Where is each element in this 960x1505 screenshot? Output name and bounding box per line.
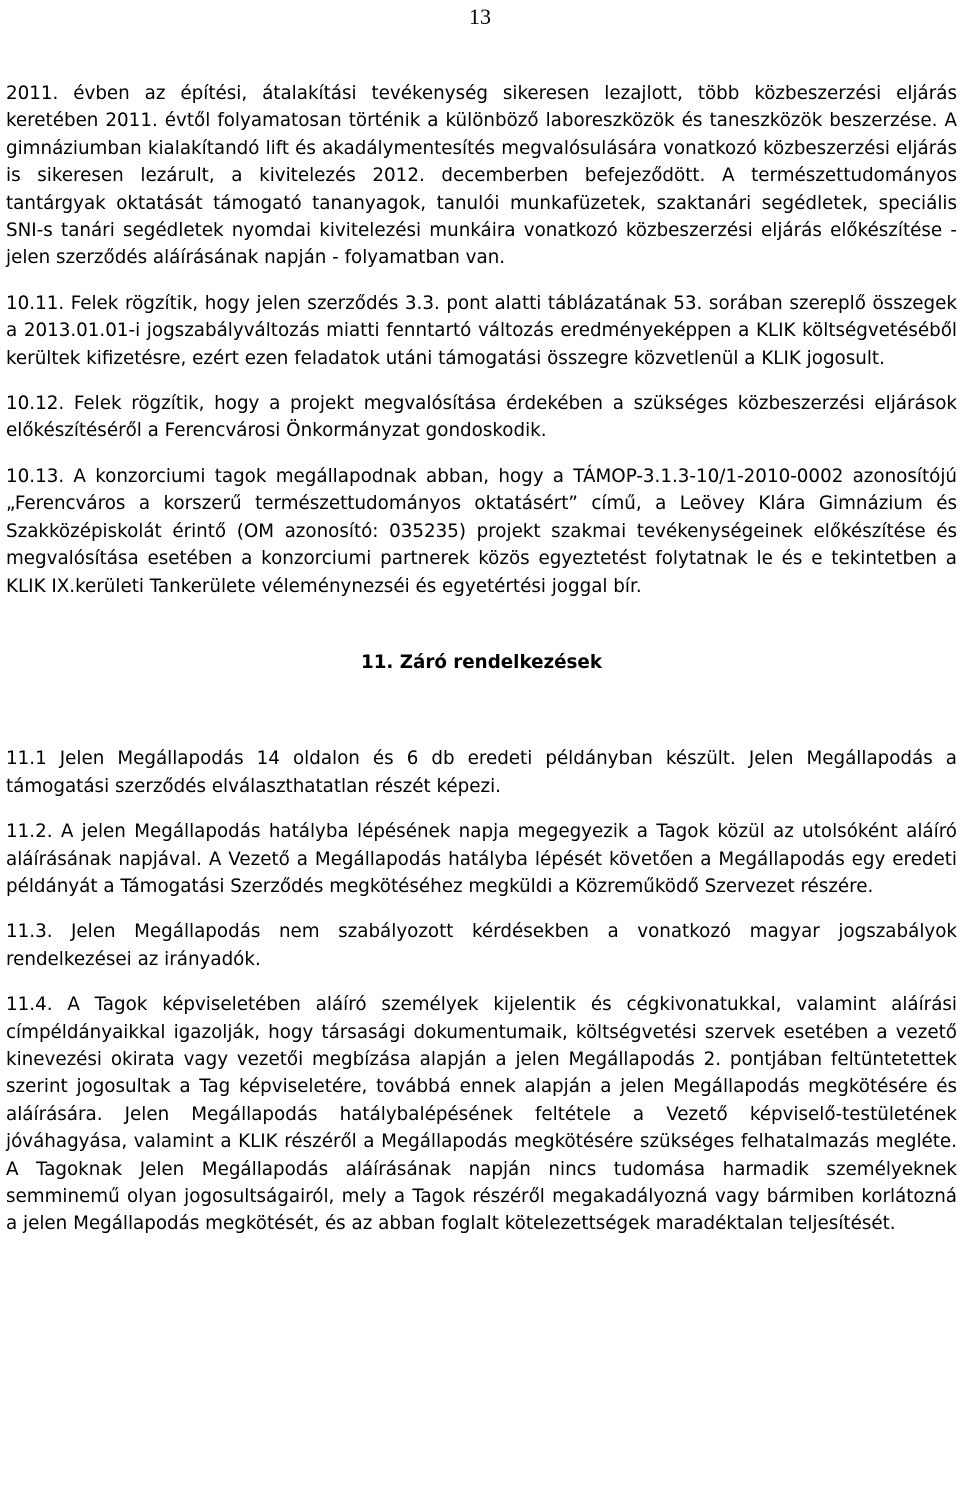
paragraph-11-2: 11.2. A jelen Megállapodás hatályba lépésének napja megegyezik a Tagok közül az utolsóként aláíró aláírásának napjával. A Vezető a Megállapodás hatályba lépését követően a Megállapodás egy eredeti példányát a Támogatási Szerződés megkötéséhez megküldi a Közreműködő Szervezet részére. (6, 821, 957, 897)
document-body (6, 80, 957, 1238)
page-number: 13 (469, 4, 491, 29)
paragraph-2011-status: 2011. évben az építési, átalakítási tevékenység sikeresen lezajlott, több közbeszerzési eljárás keretében 2011. évtől folyamatosan történik a különböző laboreszközök és taneszközök beszerzése. A gimnáziumban kialakítandó lift és akadálymentesítés megvalósulására vonatkozó közbeszerzési eljárás is sikeresen lezárult, a kivitelezés 2012. decemberben befejeződött. A természettudományos tantárgyak oktatását támogató tananyagok, tanulói munkafüzetek, szaktanári segédletek, speciális SNI-s tanári segédletek nyomdai kivitelezési munkáira vonatkozó közbeszerzési eljárás előkészítése - jelen szerződés aláírásának napján - folyamatban van. (6, 83, 957, 269)
paragraph-11-4: 11.4. A Tagok képviseletében aláíró személyek kijelentik és cégkivonatukkal, valamint aláírási címpéldányaikkal igazolják, hogy társasági dokumentumaik, költségvetési szervek esetében a vezető kinevezési okirata vagy vezetői megbízása alapján a jelen Megállapodás 2. pontjában feltüntetettek szerint jogosultak a Tag képviseletére, továbbá ennek alapján a jelen Megállapodás megkötésére és aláírására. Jelen Megállapodás hatálybalépésének feltétele a Vezető képviselő-testületének jóváhagyása, valamint a KLIK részéről a Megállapodás megkötésére szükséges felhatalmazás megléte. A Tagoknak Jelen Megállapodás aláírásának napján nincs tudomása harmadik személyeknek semminemű olyan jogosultságairól, mely a Tagok részéről megakadályozná vagy bármiben korlátozná a jelen Megállapodás megkötését, és az abban foglalt kötelezettségek maradéktalan teljesítését. (6, 994, 957, 1235)
paragraph-11-1: 11.1 Jelen Megállapodás 14 oldalon és 6 db eredeti példányban készült. Jelen Megállapodás a támogatási szerződés elválaszthatatlan részét képezi. (6, 748, 957, 797)
paragraph-11-3: 11.3. Jelen Megállapodás nem szabályozott kérdésekben a vonatkozó magyar jogszabályok rendelkezései az irányadók. (6, 921, 957, 970)
section-heading-zaro-rendelkezesek: 11. Záró rendelkezések (360, 651, 602, 673)
paragraph-10-12: 10.12. Felek rögzítik, hogy a projekt megvalósítása érdekében a szükséges közbeszerzési eljárások előkészítéséről a Ferencvárosi Önkormányzat gondoskodik. (6, 393, 957, 442)
paragraph-10-11: 10.11. Felek rögzítik, hogy jelen szerződés 3.3. pont alatti táblázatának 53. sorában szereplő összegek a 2013.01.01-i jogszabályváltozás miatti fenntartó változás eredményeképpen a KLIK költségvetéséből kerültek kifizetésre, ezért ezen feladatok utáni támogatási összegre közvetlenül a KLIK jogosult. (6, 292, 957, 369)
paragraph-10-13: 10.13. A konzorciumi tagok megállapodnak abban, hogy a TÁMOP-3.1.3-10/1-2010-0002 azonosítójú „Ferencváros a korszerű természettudományos oktatásért” című, a Leövey Klára Gimnázium és Szakközépiskolát érintő (OM azonosító: 035235) projekt szakmai tevékenységeinek előkészítése és megvalósítása esetében a konzorciumi partnerek közös egyeztetést folytatnak le és e tekintetben a KLIK IX.kerületi Tankerülete véleménynezséi és egyetértési joggal bír. (6, 465, 957, 597)
